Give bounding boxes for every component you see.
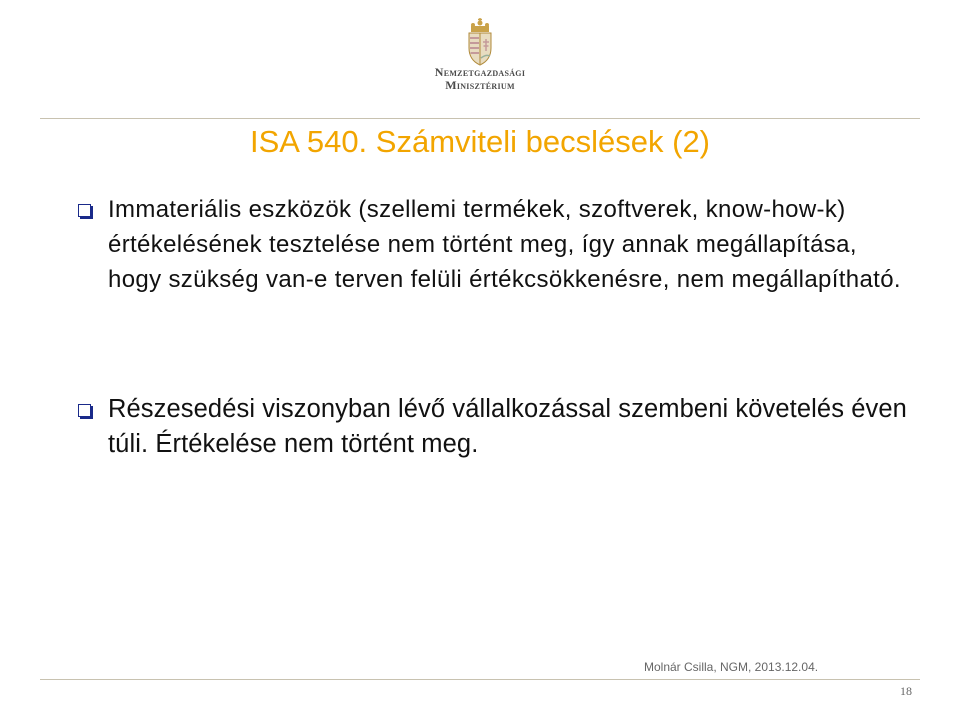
footer-divider	[40, 679, 920, 680]
ministry-logo	[405, 18, 555, 108]
header-divider	[40, 118, 920, 119]
ministry-name-line2: Minisztérium	[445, 78, 515, 92]
hungarian-coat-of-arms-icon	[462, 18, 498, 66]
slide-title: ISA 540. Számviteli becslések (2)	[249, 124, 711, 159]
footer-author: Molnár Csilla, NGM, 2013.12.04.	[644, 660, 819, 674]
checkbox-bullet-icon	[78, 204, 91, 217]
ministry-name-line1: Nemzetgazdasági	[434, 65, 526, 79]
bullet-item-2	[78, 392, 908, 462]
page-number: 18	[900, 684, 912, 698]
bullet-item-1	[78, 192, 908, 297]
bullet-text: Immateriális eszközök (szellemi termékek, szoftverek, know-how-k) értékelésének tesztelése nem történt meg, így annak megállapítása, hogy szükség van-e terven felüli értékcsökkenésre, nem megállapítható.	[108, 196, 901, 293]
bullet-text: Részesedési viszonyban lévő vállalkozással szembeni követelés éven túli. Értékelése nem történt meg.	[108, 395, 907, 458]
checkbox-bullet-icon	[78, 404, 91, 417]
